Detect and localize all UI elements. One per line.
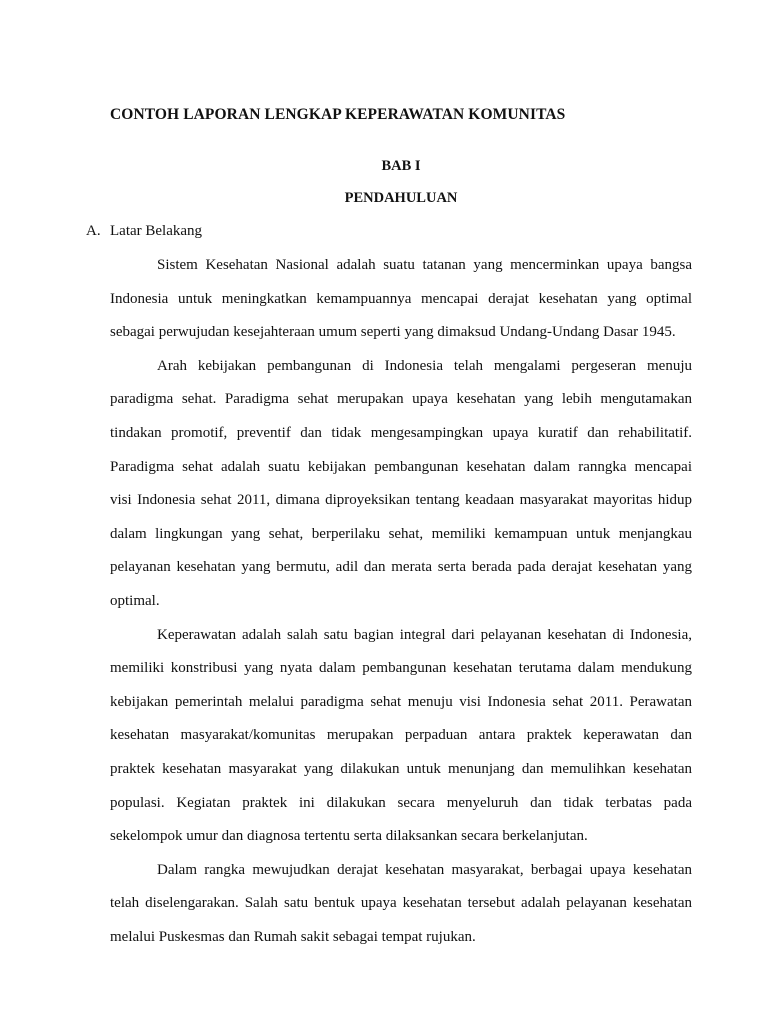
text-line: sebagai perwujudan kesejahteraan umum seperti yang dimaksud Undang-Undang Dasar 1945. [110, 324, 676, 341]
text-line: pelayanan kesehatan yang bermutu, adil dan merata serta berada pada derajat kesehatan yang [110, 559, 692, 576]
text-line: Arah kebijakan pembangunan di Indonesia telah mengalami pergeseran menuju [157, 357, 692, 374]
section-label: A. [86, 223, 101, 239]
text-line: telah diselengarakan. Salah satu bentuk upaya kesehatan tersebut adalah pelayanan kesehatan [110, 895, 692, 912]
text-line: melalui Puskesmas dan Rumah sakit sebagai tempat rujukan. [110, 928, 476, 945]
chapter-number: BAB I [381, 158, 421, 174]
text-line: kebijakan pemerintah melalui paradigma sehat menuju visi Indonesia sehat 2011. Perawatan [110, 693, 692, 710]
text-line: Keperawatan adalah salah satu bagian integral dari pelayanan kesehatan di Indonesia, [157, 626, 692, 643]
text-line: dalam lingkungan yang sehat, berperilaku sehat, memiliki kemampuan untuk menjangkau [110, 525, 692, 542]
text-line: tindakan promotif, preventif dan tidak mengesampingkan upaya kuratif dan rehabilitatif. [110, 424, 692, 441]
text-line: Paradigma sehat adalah suatu kebijakan pembangunan kesehatan dalam ranngka mencapai [110, 458, 692, 475]
text-line: paradigma sehat. Paradigma sehat merupakan upaya kesehatan yang lebih mengutamakan [110, 391, 692, 408]
text-line: Sistem Kesehatan Nasional adalah suatu tatanan yang mencerminkan upaya bangsa [157, 257, 692, 273]
text-line: praktek kesehatan masyarakat yang dilakukan untuk menunjang dan memulihkan kesehatan [110, 760, 692, 777]
text-line: Dalam rangka mewujudkan derajat kesehatan masyarakat, berbagai upaya kesehatan [157, 861, 692, 878]
text-line: kesehatan masyarakat/komunitas merupakan perpaduan antara praktek keperawatan dan [110, 727, 692, 744]
text-line: memiliki konstribusi yang nyata dalam pembangunan kesehatan terutama dalam mendukung [110, 660, 692, 677]
text-line: Indonesia untuk meningkatkan kemampuannya mencapai derajat kesehatan yang optimal [110, 290, 692, 307]
chapter-title: PENDAHULUAN [344, 190, 458, 206]
section-heading [86, 223, 202, 240]
text-line: visi Indonesia sehat 2011, dimana diproyeksikan tentang keadaan masyarakat mayoritas hidup [110, 492, 692, 509]
text-line: populasi. Kegiatan praktek ini dilakukan secara menyeluruh dan tidak terbatas pada [110, 794, 692, 811]
document-title: CONTOH LAPORAN LENGKAP KEPERAWATAN KOMUNITAS [110, 106, 566, 123]
section-title: Latar Belakang [110, 223, 203, 239]
body-text [110, 249, 692, 954]
text-line: optimal. [110, 592, 160, 609]
text-line: sekelompok umur dan diagnosa tertentu serta dilaksankan secara berkelanjutan. [110, 828, 588, 845]
